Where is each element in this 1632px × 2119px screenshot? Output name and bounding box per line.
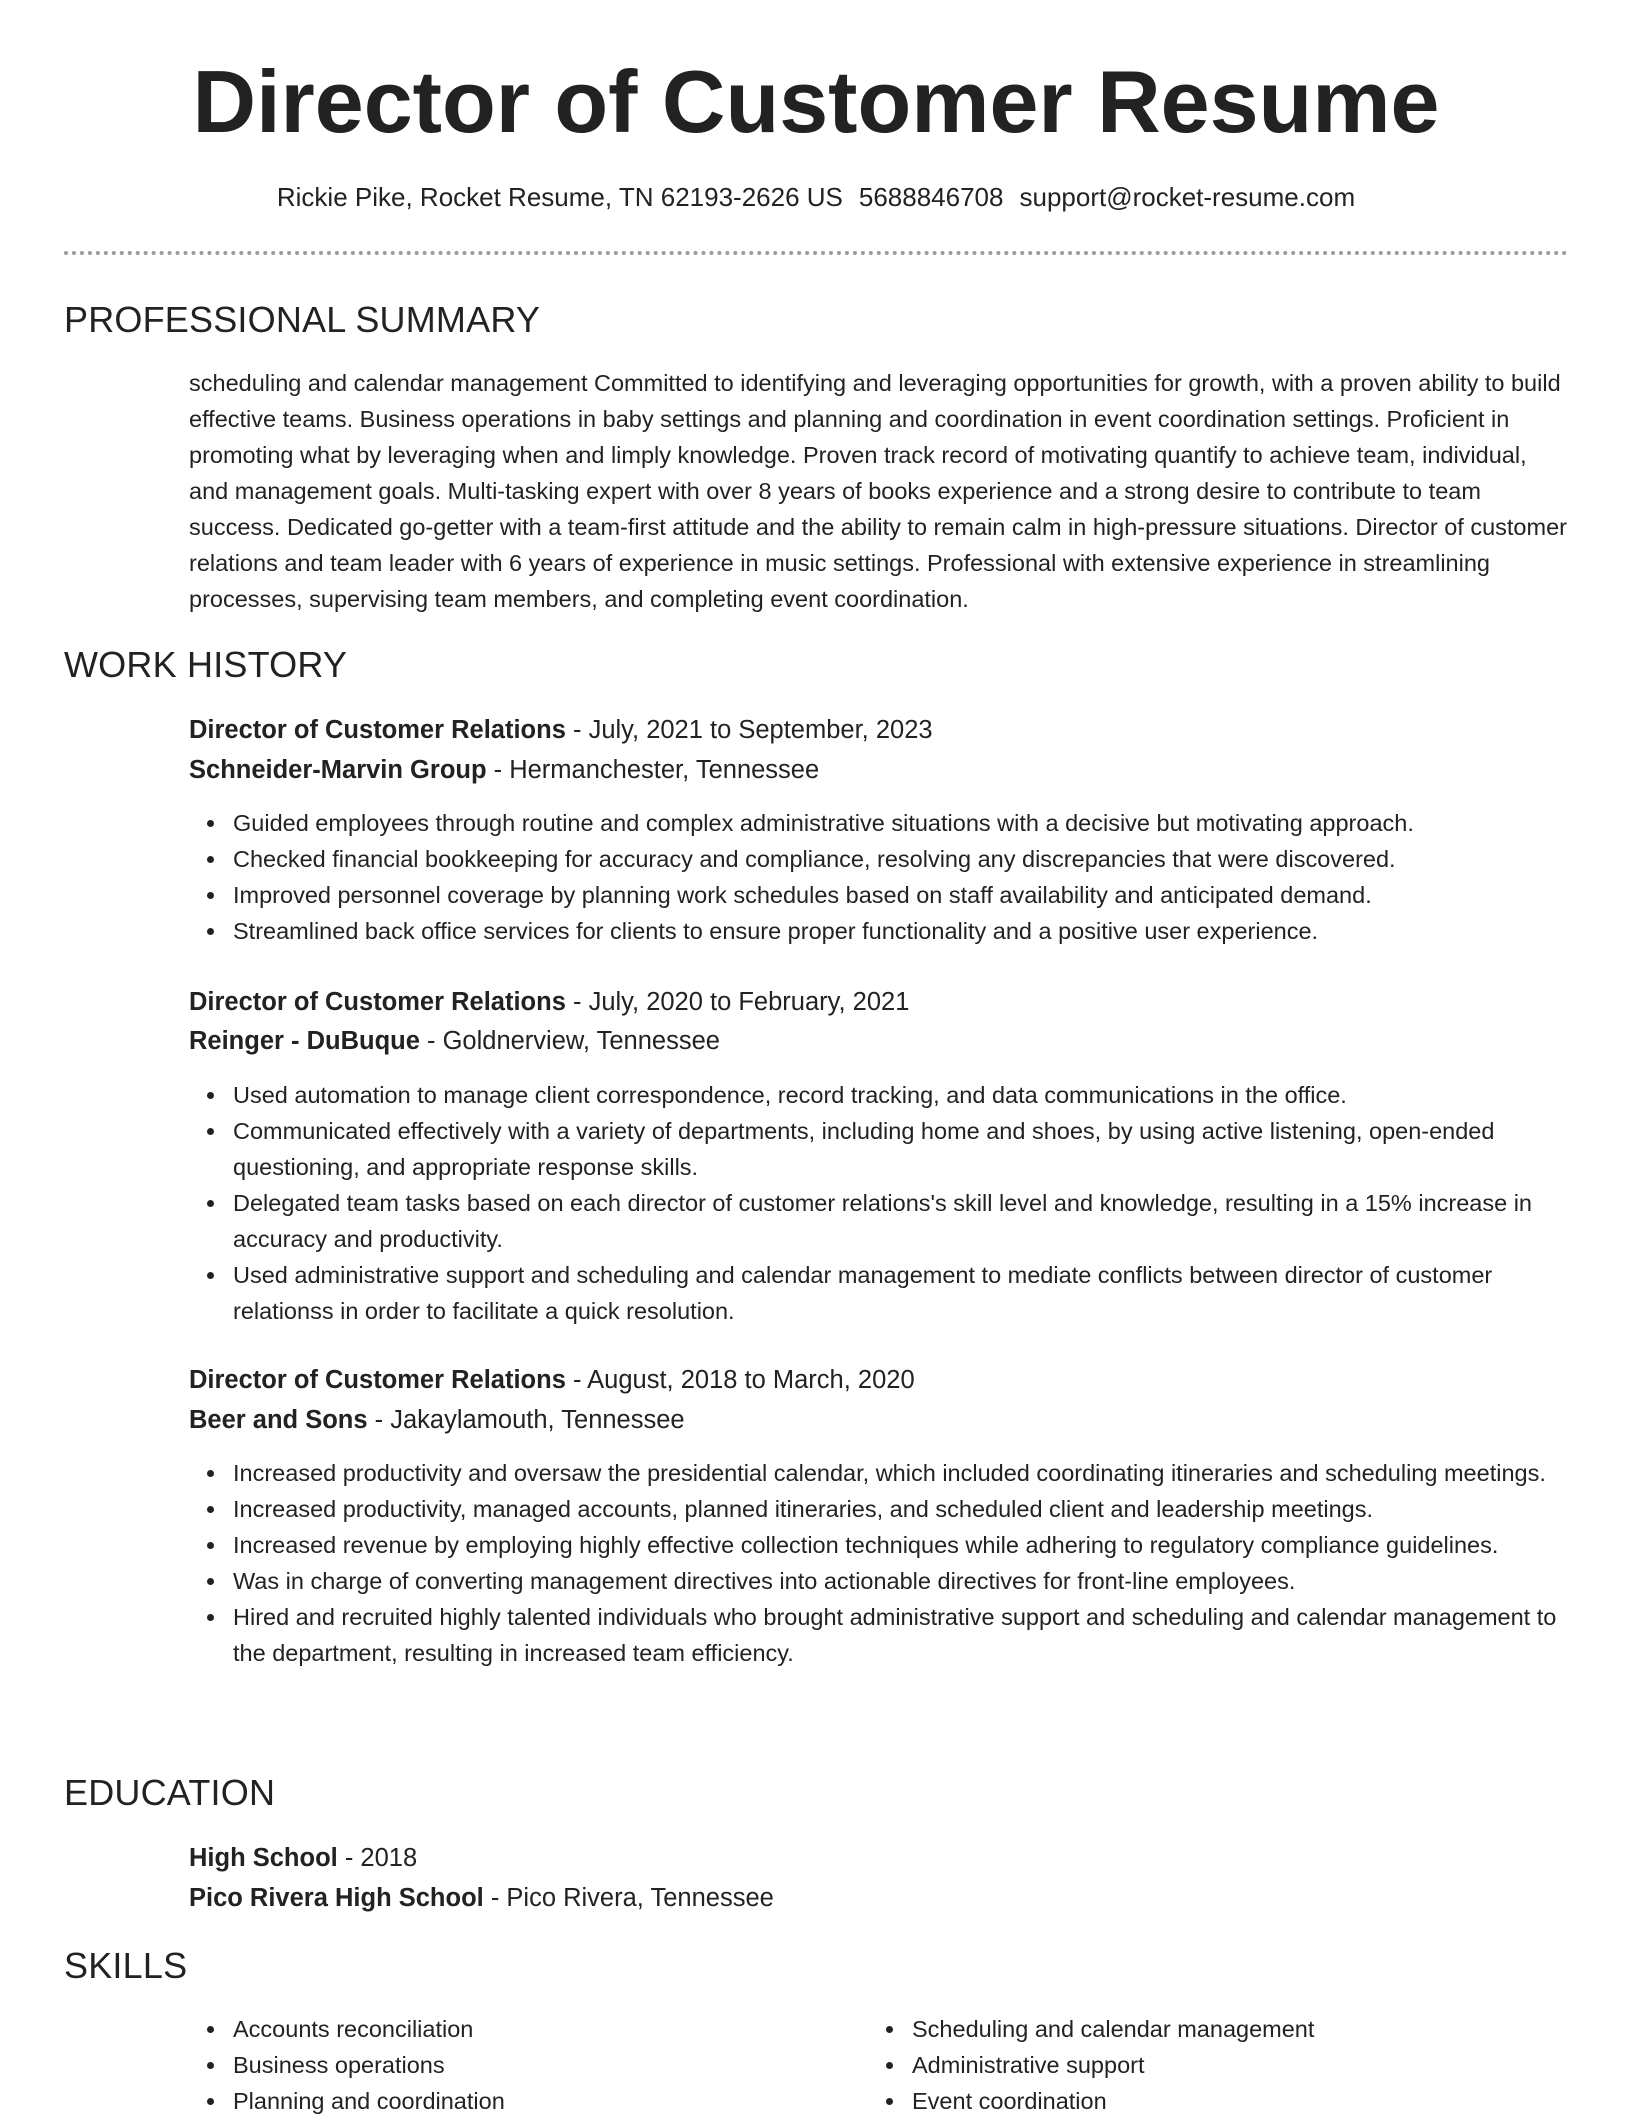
education-heading: EDUCATION [64,1772,276,1813]
contact-address: Rickie Pike, Rocket Resume, TN 62193-2626 US [276,182,843,212]
job-company-line [189,1403,685,1437]
job-company: Schneider-Marvin Group [189,756,487,784]
list-item: Increased revenue by employing highly effective collection techniques while adhering to regulatory compliance guidelines. [233,1527,1573,1563]
list-item: Increased productivity and oversaw the presidential calendar, which included coordinating itineraries and scheduling meetings. [233,1455,1573,1491]
job-title-line [189,1363,915,1397]
contact-phone: 5688846708 [858,182,1004,212]
education-location: - Pico Rivera, Tennessee [483,1884,774,1912]
contact-line [0,180,1632,214]
job-bullets [189,1455,1573,1671]
skill-item: Business operations [233,2047,853,2083]
education-year: - 2018 [337,1844,418,1872]
job-company-line [189,1024,720,1058]
skills-list-left [189,2011,853,2119]
job-company-line [189,753,819,787]
summary-text: scheduling and calendar management Committed to identifying and leveraging opportunities for growth, with a proven ability to build effective teams. Business operations in baby settings and planning and coordination in event coordination settings. Proficient in promoting what by leveraging when and limply knowledge. Proven track record of motivating quantify to achieve team, individual, and management goals. Multi-tasking expert with over 8 years of books experience and a strong desire to contribute to team success. Dedicated go-getter with a team-first attitude and the ability to remain calm in high-pressure situations. Director of customer relations and team leader with 6 years of experience in music settings. Professional with extensive experience in streamlining processes, supervising team members, and completing event coordination. [189,370,1567,612]
skills-list-right [868,2011,1532,2119]
job-dates: - July, 2020 to February, 2021 [565,988,910,1016]
job-location: - Goldnerview, Tennessee [419,1027,720,1055]
education-degree: High School [189,1844,338,1872]
skill-item: Administrative support [912,2047,1532,2083]
list-item: Checked financial bookkeeping for accuracy and compliance, resolving any discrepancies that were discovered. [233,841,1573,877]
job-title: Director of Customer Relations [189,988,566,1016]
job-company: Beer and Sons [189,1406,368,1434]
list-item: Was in charge of converting management directives into actionable directives for front-line employees. [233,1563,1573,1599]
list-item: Increased productivity, managed accounts, planned itineraries, and scheduled client and leadership meetings. [233,1491,1573,1527]
skill-item: Planning and coordination [233,2083,853,2119]
skill-item: Scheduling and calendar management [912,2011,1532,2047]
job-title: Director of Customer Relations [189,1366,566,1394]
education-school: Pico Rivera High School [189,1884,484,1912]
list-item: Streamlined back office services for clients to ensure proper functionality and a positive user experience. [233,913,1573,949]
job-title: Director of Customer Relations [189,716,566,744]
job-location: - Hermanchester, Tennessee [486,756,820,784]
job-bullets [189,1077,1573,1329]
header-divider [64,251,1568,255]
job-dates: - July, 2021 to September, 2023 [565,716,933,744]
job-title-line [189,985,909,1019]
job-title-line [189,713,933,747]
list-item: Communicated effectively with a variety of departments, including home and shoes, by using active listening, open-ended questioning, and appropriate response skills. [233,1113,1573,1185]
education-degree-line [189,1841,417,1875]
list-item: Guided employees through routine and complex administrative situations with a decisive but motivating approach. [233,805,1573,841]
resume-title: Director of Customer Resume [192,52,1440,151]
work-history-heading: WORK HISTORY [64,644,348,685]
skill-item: Event coordination [912,2083,1532,2119]
job-bullets [189,805,1573,949]
list-item: Hired and recruited highly talented individuals who brought administrative support and scheduling and calendar management to the department, resulting in increased team efficiency. [233,1599,1573,1671]
skills-heading: SKILLS [64,1945,188,1986]
list-item: Delegated team tasks based on each director of customer relations's skill level and knowledge, resulting in a 15% increase in accuracy and productivity. [233,1185,1573,1257]
education-school-line [189,1881,774,1915]
list-item: Used administrative support and scheduling and calendar management to mediate conflicts between director of customer relationss in order to facilitate a quick resolution. [233,1257,1573,1329]
list-item: Improved personnel coverage by planning work schedules based on staff availability and anticipated demand. [233,877,1573,913]
skill-item: Accounts reconciliation [233,2011,853,2047]
list-item: Used automation to manage client correspondence, record tracking, and data communications in the office. [233,1077,1573,1113]
job-location: - Jakaylamouth, Tennessee [367,1406,685,1434]
job-company: Reinger - DuBuque [189,1027,420,1055]
contact-email: support@rocket-resume.com [1019,182,1356,212]
job-dates: - August, 2018 to March, 2020 [565,1366,915,1394]
summary-heading: PROFESSIONAL SUMMARY [64,299,541,340]
